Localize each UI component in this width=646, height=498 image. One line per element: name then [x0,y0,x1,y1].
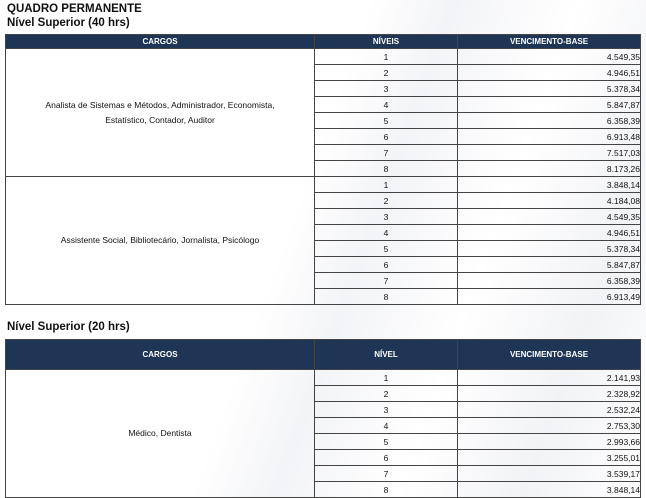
valor-cell: 8.173,26 [458,161,641,177]
valor-cell: 7.517,03 [458,145,641,161]
cargos-text-line1: Analista de Sistemas e Métodos, Administrador, Economista, [45,99,275,110]
nivel-cell: 7 [315,273,458,289]
valor-cell: 5.378,34 [458,81,641,97]
valor-cell: 4.946,51 [458,225,641,241]
valor-cell: 2.993,66 [458,434,641,450]
table-row [6,177,641,193]
valor-cell: 6.913,49 [458,289,641,305]
valor-cell: 5.847,87 [458,257,641,273]
valor-cell: 5.378,34 [458,241,641,257]
salary-table-20h [5,339,641,498]
valor-cell: 3.539,17 [458,466,641,482]
nivel-cell: 2 [315,65,458,81]
nivel-cell: 2 [315,193,458,209]
valor-cell: 2.328,92 [458,386,641,402]
nivel-cell: 7 [315,145,458,161]
nivel-cell: 4 [315,225,458,241]
table-row [6,49,641,65]
valor-cell: 3.848,14 [458,482,641,498]
valor-cell: 3.255,01 [458,450,641,466]
valor-cell: 2.753,30 [458,418,641,434]
cargos-text-line1: Assistente Social, Bibliotecário, Jornalista, Psicólogo [60,235,260,245]
header-cargos: CARGOS [6,35,315,49]
cargos-cell [6,370,315,498]
nivel-cell: 3 [315,81,458,97]
nivel-cell: 6 [315,450,458,466]
valor-cell: 5.847,87 [458,97,641,113]
valor-cell: 2.532,24 [458,402,641,418]
table-row [6,370,641,386]
valor-cell: 2.141,93 [458,370,641,386]
header-vencimento: VENCIMENTO-BASE [458,340,641,370]
cargos-text-line2: Estatístico, Contador, Auditor [105,114,215,125]
nivel-cell: 4 [315,97,458,113]
nivel-cell: 1 [315,370,458,386]
nivel-cell: 3 [315,402,458,418]
nivel-cell: 5 [315,241,458,257]
nivel-cell: 6 [315,257,458,273]
cargos-text-line1: Médico, Dentista [128,428,192,438]
nivel-cell: 8 [315,289,458,305]
nivel-cell: 1 [315,49,458,65]
nivel-cell: 5 [315,113,458,129]
valor-cell: 3.848,14 [458,177,641,193]
valor-cell: 4.184,08 [458,193,641,209]
nivel-cell: 8 [315,161,458,177]
section-title: QUADRO PERMANENTE [7,3,142,15]
salary-table-40h [5,34,641,305]
nivel-cell: 4 [315,418,458,434]
valor-cell: 6.358,39 [458,113,641,129]
header-cargos: CARGOS [6,340,315,370]
nivel-cell: 1 [315,177,458,193]
nivel-cell: 7 [315,466,458,482]
table2-title: Nível Superior (20 hrs) [7,321,130,333]
cargos-cell [6,177,315,305]
nivel-cell: 8 [315,482,458,498]
header-niveis: NÍVEIS [315,35,458,49]
valor-cell: 6.913,48 [458,129,641,145]
table1-title: Nível Superior (40 hrs) [7,17,130,29]
nivel-cell: 3 [315,209,458,225]
nivel-cell: 6 [315,129,458,145]
nivel-cell: 2 [315,386,458,402]
valor-cell: 4.549,35 [458,209,641,225]
cargos-cell [6,49,315,177]
header-vencimento: VENCIMENTO-BASE [458,35,641,49]
header-nivel: NÍVEL [315,340,458,370]
nivel-cell: 5 [315,434,458,450]
table-header-row [6,35,641,49]
valor-cell: 6.358,39 [458,273,641,289]
valor-cell: 4.549,35 [458,49,641,65]
valor-cell: 4.946,51 [458,65,641,81]
table-header-row [6,340,641,370]
